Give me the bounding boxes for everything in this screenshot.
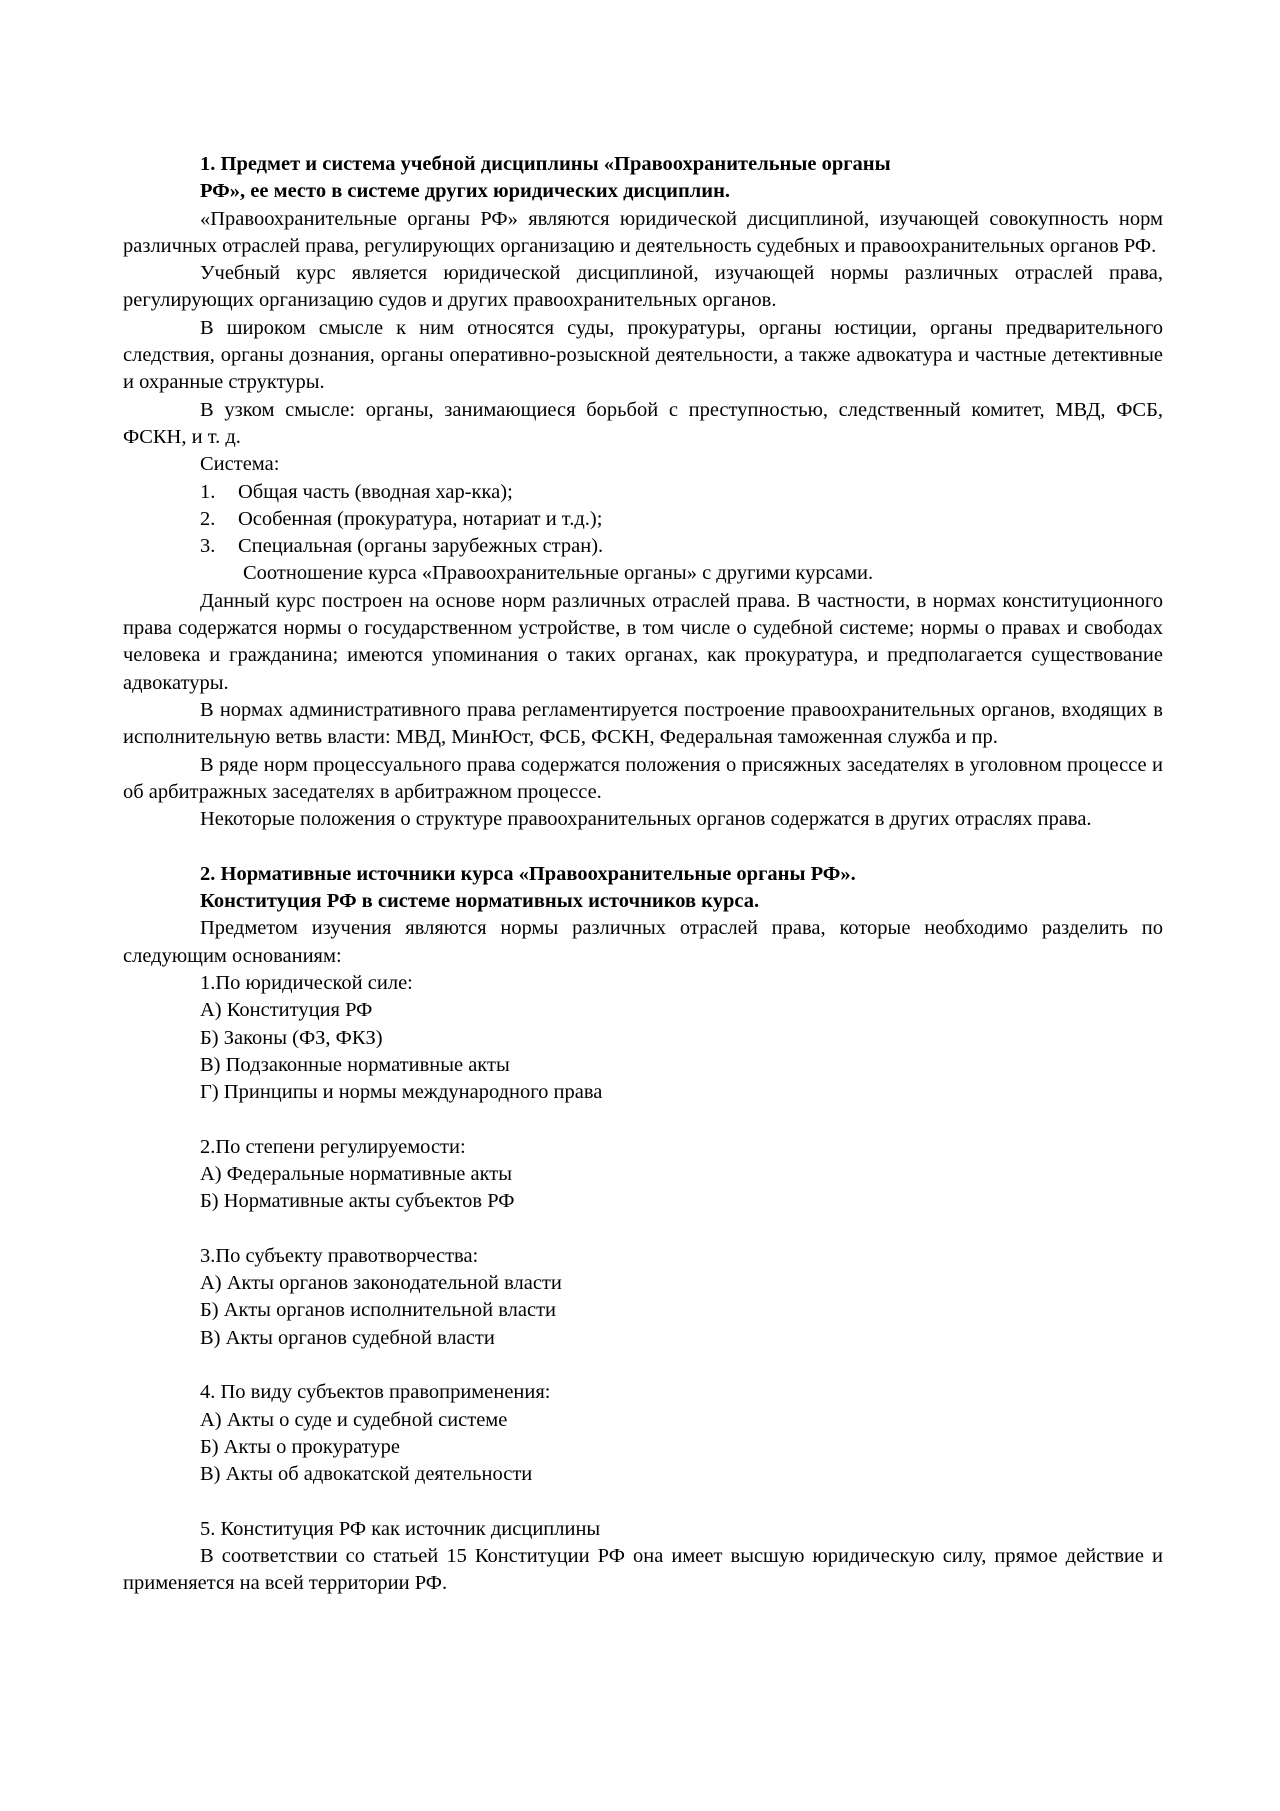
spacer — [123, 1489, 1163, 1516]
paragraph: В соответствии со статьей 15 Конституции РФ она имеет высшую юридическую силу, прямое действие и применяется на всей территории РФ. — [123, 1545, 1163, 1595]
group-item: А) Акты органов законодательной власти — [200, 1272, 562, 1295]
group-item: Б) Нормативные акты субъектов РФ — [200, 1190, 515, 1213]
relation-title: Соотношение курса «Правоохранительные органы» с другими курсами. — [243, 562, 874, 585]
paragraph: Некоторые положения о структуре правоохранительных органов содержатся в других отраслях права. — [200, 808, 1092, 831]
list-item-text: Общая часть (вводная хар-кка); — [238, 480, 513, 503]
group-item: Б) Акты о прокуратуре — [200, 1435, 400, 1458]
document-body — [123, 151, 1163, 1598]
list-item-number: 3. — [200, 535, 216, 558]
group-title: 2.По степени регулируемости: — [200, 1135, 466, 1158]
group-title: 1.По юридической силе: — [200, 971, 413, 994]
section-1-heading-line-1: 1. Предмет и система учебной дисциплины «Правоохранительные органы — [200, 153, 891, 175]
paragraph: В нормах административного права регламентируется построение правоохранительных органов, входящих в исполнительную ветвь власти: МВД, МинЮст, ФСБ, ФСКН, Федеральная таможенная служба и пр. — [123, 698, 1163, 749]
paragraph: В широком смысле к ним относятся суды, прокуратуры, органы юстиции, органы предварительного следствия, органы дознания, органы оперативно-розыскной деятельности, а также адвокатура и частные детективные и охранные структуры. — [123, 316, 1163, 394]
group-item: В) Акты органов судебной власти — [200, 1326, 495, 1349]
list-item — [123, 533, 1163, 560]
list-item-number: 1. — [200, 480, 216, 503]
spacer — [123, 1106, 1163, 1133]
constitution-title: 5. Конституция РФ как источник дисциплины — [200, 1517, 601, 1540]
list-item-text: Специальная (органы зарубежных стран). — [238, 535, 604, 558]
paragraph: Учебный курс является юридической дисциплиной, изучающей нормы различных отраслей права, регулирующих организацию судов и других правоохранительных органов. — [123, 262, 1163, 312]
group-item: В) Акты об адвокатской деятельности — [200, 1463, 533, 1486]
group-item: Б) Акты органов исполнительной власти — [200, 1299, 557, 1322]
spacer — [123, 1216, 1163, 1243]
system-label: Система: — [200, 453, 280, 476]
section-1-heading-line-2: РФ», ее место в системе других юридических дисциплин. — [200, 180, 731, 203]
group-item: А) Акты о суде и судебной системе — [200, 1408, 508, 1431]
spacer — [123, 833, 1163, 860]
section-2-heading-line-2: Конституция РФ в системе нормативных источников курса. — [200, 890, 760, 913]
spacer — [123, 1352, 1163, 1379]
group-item: Г) Принципы и нормы международного права — [200, 1081, 603, 1104]
list-item — [123, 479, 1163, 506]
paragraph: Предметом изучения являются нормы различных отраслей права, которые необходимо разделить по следующим основаниям: — [123, 917, 1163, 967]
group-title: 3.По субъекту правотворчества: — [200, 1244, 479, 1267]
group-item: В) Подзаконные нормативные акты — [200, 1053, 510, 1076]
list-item — [123, 506, 1163, 533]
list-item-number: 2. — [200, 507, 216, 530]
paragraph: Данный курс построен на основе норм различных отраслей права. В частности, в нормах конституционного права содержатся нормы о государственном устройстве, в том числе о судебной системе; нормы о правах и свободах человека и гражданина; имеются упоминания о таких органах, как прокуратура, и предполагается существование адвокатуры. — [123, 589, 1163, 694]
paragraph: В узком смысле: органы, занимающиеся борьбой с преступностью, следственный комитет, МВД, ФСБ, ФСКН, и т. д. — [123, 398, 1163, 448]
group-title: 4. По виду субъектов правоприменения: — [200, 1381, 551, 1404]
group-item: Б) Законы (ФЗ, ФКЗ) — [200, 1026, 383, 1049]
paragraph: «Правоохранительные органы РФ» являются юридической дисциплиной, изучающей совокупность норм различных отраслей права, регулирующих организацию и деятельность судебных и правоохранительных органов РФ. — [123, 207, 1163, 257]
section-2-heading-line-1: 2. Нормативные источники курса «Правоохранительные органы РФ». — [200, 862, 856, 885]
group-item: А) Конституция РФ — [200, 999, 373, 1022]
paragraph: В ряде норм процессуального права содержатся положения о присяжных заседателях в уголовном процессе и об арбитражных заседателях в арбитражном процессе. — [123, 753, 1163, 803]
list-item-text: Особенная (прокуратура, нотариат и т.д.); — [238, 507, 603, 530]
group-item: А) Федеральные нормативные акты — [200, 1162, 513, 1185]
